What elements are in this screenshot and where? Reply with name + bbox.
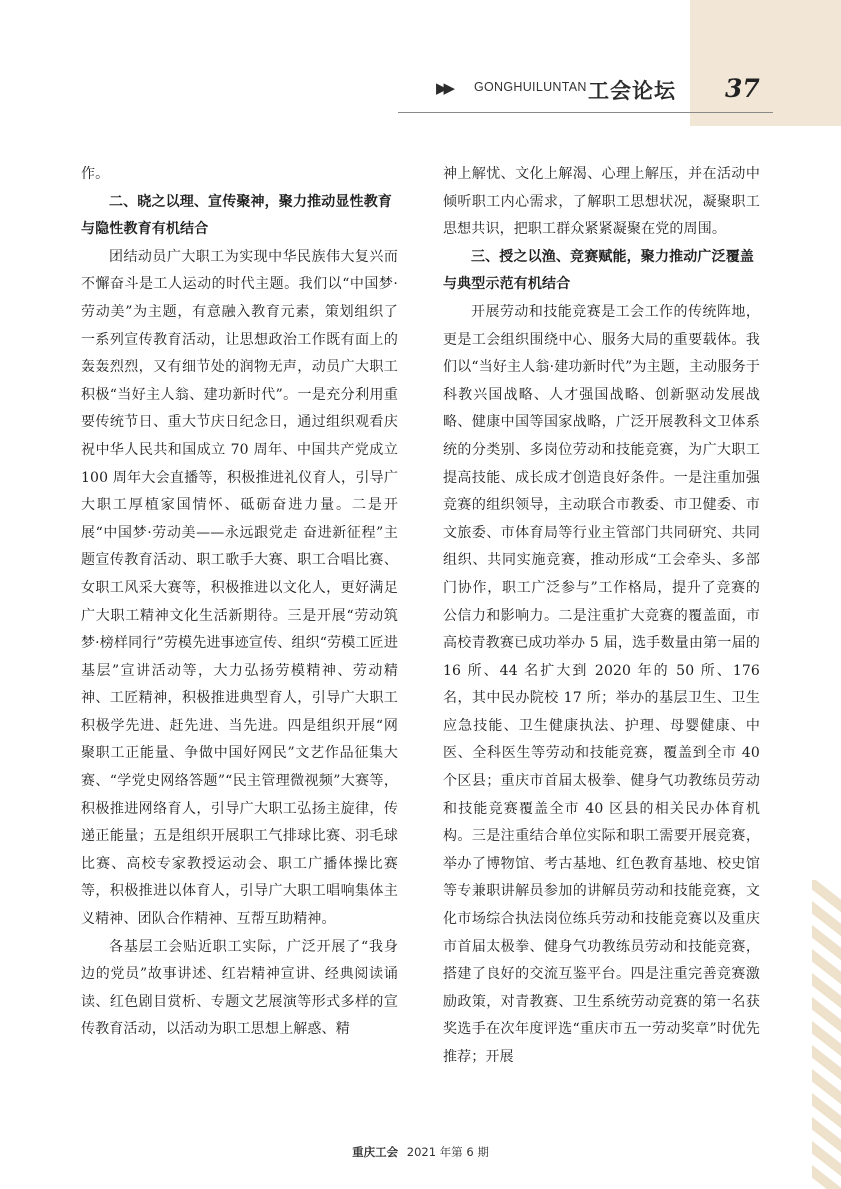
section-title-cn: 工会论坛	[588, 79, 676, 103]
continued-text: 神上解忧、文化上解渴、心理上解压，并在活动中倾听职工内心需求，了解职工思想状况，凝聚职工思想共识，把职工群众紧紧凝聚在党的周围。	[443, 166, 760, 238]
header-divider	[398, 112, 773, 113]
section-heading-2: 二、晓之以理、宣传聚神，聚力推动显性教育与隐性教育有机结合	[81, 193, 392, 238]
paragraph: 团结动员广大职工为实现中华民族伟大复兴而不懈奋斗是工人运动的时代主题。我们以“中国梦·劳动美”为主题，有意融入教育元素，策划组织了一系列宣传教育活动，让思想政治工作既有面上的轰轰烈烈，又有细节处的润物无声，动员广大职工积极“当好主人翁、建功新时代”。一是充分利用重要传统节日、重大节庆日纪念日，通过组织观看庆祝中华人民共和国成立 70 周年、中国共产党成立 100 周年大会直播等，积极推进礼仪育人，引导广大职工厚植家国情怀、砥砺奋进力量。二是开展“中国梦·劳动美——永远跟党走 奋进新征程”主题宣传教育活动、职工歌手大赛、职工合唱比赛、女职工风采大赛等，积极推进以文化人，更好满足广大职工精神文化生活新期待。三是开展“劳动筑梦·榜样同行”劳模先进事迹宣传、组织“劳模工匠进基层”宣讲活动等，大力弘扬劳模精神、劳动精神、工匠精神，积极推进典型育人，引导广大职工积极学先进、赶先进、当先进。四是组织开展“网聚职工正能量、争做中国好网民”文艺作品征集大赛、“学党史网络答题”“民主管理微视频”大赛等，积极推进网络育人，引导广大职工弘扬主旋律，传递正能量；五是组织开展职工气排球比赛、羽毛球比赛、高校专家教授运动会、职工广播体操比赛等，积极推进以体育人，引导广大职工唱响集体主义精神、团队合作精神、互帮互助精神。	[81, 248, 398, 928]
right-column	[443, 161, 760, 1081]
double-arrow-icon: ▶▶	[436, 79, 452, 97]
paragraph: 各基层工会贴近职工实际，广泛开展了“我身边的党员”故事讲述、红岩精神宣讲、经典阅读诵读、红色剧目赏析、专题文艺展演等形式多样的宣传教育活动，以活动为职工思想上解惑、精	[81, 938, 398, 1038]
page-number: 37	[725, 74, 760, 103]
magazine-name: 重庆工会	[352, 1145, 399, 1159]
decorative-stripes	[812, 880, 841, 1189]
continued-text: 作。	[81, 166, 110, 182]
section-heading-3: 三、授之以渔、竞赛赋能，聚力推动广泛覆盖与典型示范有机结合	[443, 248, 754, 293]
paragraph: 开展劳动和技能竞赛是工会工作的传统阵地，更是工会组织围绕中心、服务大局的重要载体。我们以“当好主人翁·建功新时代”为主题，主动服务于科教兴国战略、人才强国战略、创新驱动发展战略、健康中国等国家战略，广泛开展教科文卫体系统的分类别、多岗位劳动和技能竞赛，为广大职工提高技能、成长成才创造良好条件。一是注重加强竞赛的组织领导，主动联合市教委、市卫健委、市文旅委、市体育局等行业主管部门共同研究、共同组织、共同实施竞赛，推动形成“工会牵头、多部门协作，职工广泛参与”工作格局，提升了竞赛的公信力和影响力。二是注重扩大竞赛的覆盖面，市高校青教赛已成功举办 5 届，选手数量由第一届的 16 所、44 名扩大到 2020 年的 50 所、176 名，其中民办院校 17 所；举办的基层卫生、卫生应急技能、卫生健康执法、护理、母婴健康、中医、全科医生等劳动和技能竞赛，覆盖到全市 40 个区县；重庆市首届太极拳、健身气功教练员劳动和技能竞赛覆盖全市 40 区县的相关民办体育机构。三是注重结合单位实际和职工需要开展竞赛，举办了博物馆、考古基地、红色教育基地、校史馆等专兼职讲解员参加的讲解员劳动和技能竞赛，文化市场综合执法岗位练兵劳动和技能竞赛以及重庆市首届太极拳、健身气功教练员劳动和技能竞赛，搭建了良好的交流互鉴平台。四是注重完善竞赛激励政策，对青教赛、卫生系统劳动竞赛的第一名获奖选手在次年度评选“重庆市五一劳动奖章”时优先推荐；开展	[443, 303, 760, 1065]
issue-label: 2021 年第 6 期	[406, 1145, 489, 1159]
section-title-en: GONGHUILUNTAN	[474, 80, 587, 94]
running-header	[436, 72, 841, 108]
page-footer	[0, 1144, 841, 1160]
left-column	[81, 161, 398, 1081]
